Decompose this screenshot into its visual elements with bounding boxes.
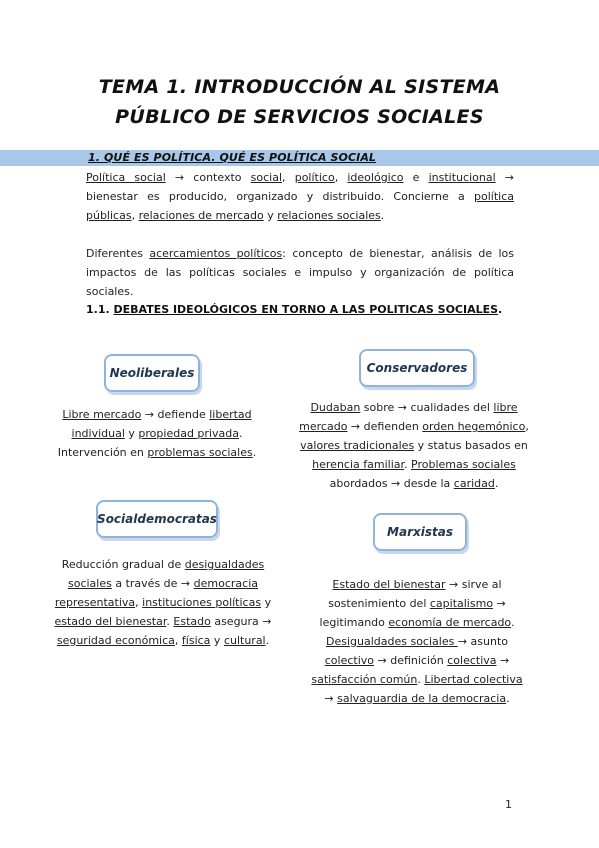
term: colectivo — [324, 654, 375, 667]
term: desigualdades sociales — [67, 558, 265, 590]
text: . — [252, 446, 257, 459]
text: . — [380, 209, 385, 222]
term: instituciones políticas — [142, 596, 262, 609]
text: . — [166, 615, 174, 628]
text: y — [261, 596, 272, 609]
term: Problemas sociales — [411, 458, 516, 471]
text: → definición — [374, 654, 448, 667]
term: satisfacción común — [311, 673, 418, 686]
term: capitalismo — [429, 597, 494, 610]
term: relaciones sociales — [277, 209, 381, 222]
text: . Intervención en — [57, 427, 243, 459]
text: . — [494, 477, 499, 490]
term: cultural — [223, 634, 266, 647]
text: . — [417, 673, 425, 686]
marxistas-text — [310, 575, 524, 708]
term: seguridad económica — [56, 634, 175, 647]
text: , — [282, 171, 295, 184]
term: física — [181, 634, 211, 647]
text: → sirve al sostenimiento del — [328, 578, 502, 610]
term: orden hegemónico — [422, 420, 526, 433]
subsection-number: 1.1. — [86, 303, 114, 316]
term: libertad individual — [71, 408, 252, 440]
term: salvaguardia de la democracia — [337, 692, 507, 705]
term: Libre mercado — [62, 408, 142, 421]
text: , — [525, 420, 529, 433]
term: democracia representativa — [54, 577, 258, 609]
text: : concepto de bienestar, análisis de los impactos de las políticas sociales e impulso y organización de política sociales. — [86, 247, 514, 298]
conservadores-text — [298, 398, 530, 493]
text: → asunto — [457, 635, 508, 648]
text: Diferentes — [86, 247, 150, 260]
socialdemocratas-text — [50, 555, 276, 650]
term: colectiva — [447, 654, 497, 667]
text: y — [124, 427, 139, 440]
approaches-paragraph — [86, 244, 514, 301]
text: , — [135, 596, 143, 609]
text: a través de → — [111, 577, 194, 590]
text: sobre → cualidades del — [360, 401, 494, 414]
term: propiedad privada — [138, 427, 239, 440]
term: social — [250, 171, 283, 184]
text: → — [496, 654, 510, 667]
text: asegura → — [210, 615, 272, 628]
neoliberales-text — [52, 405, 262, 462]
intro-paragraph — [86, 168, 514, 225]
term: problemas sociales — [147, 446, 253, 459]
text: → bienestar es producido, organizado y distribuido. Concierne a — [86, 171, 515, 203]
text: → legitimando — [319, 597, 506, 629]
neoliberales-label-box: Neoliberales — [104, 354, 200, 392]
text: e — [403, 171, 429, 184]
term: institucional — [428, 171, 496, 184]
document-title-line-2: PÚBLICO DE SERVICIOS SOCIALES — [115, 106, 484, 128]
conservadores-label-box: Conservadores — [359, 349, 475, 387]
text: . — [265, 634, 270, 647]
term: acercamientos políticos — [149, 247, 283, 260]
text: . — [510, 616, 515, 629]
subsection-title: DEBATES IDEOLÓGICOS EN TORNO A LAS POLITICAS SOCIALES — [113, 303, 499, 316]
text: . — [506, 692, 510, 705]
text: abordados → desde la — [329, 477, 454, 490]
term: relaciones de mercado — [138, 209, 264, 222]
text: Reducción gradual de — [61, 558, 185, 571]
term: Dudaban — [310, 401, 361, 414]
term: Libertad colectiva — [424, 673, 523, 686]
text: , — [334, 171, 348, 184]
section-heading: 1. QUÉ ES POLÍTICA. QUÉ ES POLÍTICA SOCIAL — [88, 151, 377, 164]
text: y status basados en — [414, 439, 528, 452]
text: y — [210, 634, 224, 647]
term: libre mercado — [299, 401, 518, 433]
text: → contexto — [165, 171, 251, 184]
term: estado del bienestar — [54, 615, 167, 628]
term: ideológico — [347, 171, 404, 184]
marxistas-label-box: Marxistas — [373, 513, 467, 551]
term: economía de mercado — [388, 616, 511, 629]
document-title-line-1: TEMA 1. INTRODUCCIÓN AL SISTEMA — [98, 76, 501, 98]
term: herencia familiar — [312, 458, 405, 471]
term: política públicas — [86, 190, 514, 222]
page-number: 1 — [505, 798, 512, 811]
text: y — [263, 209, 278, 222]
term: Política social — [86, 171, 166, 184]
text: → defiende — [141, 408, 210, 421]
subsection-heading — [86, 303, 502, 316]
text: . — [404, 458, 412, 471]
term: Estado del bienestar — [332, 578, 446, 591]
text: → defienden — [347, 420, 423, 433]
term: caridad — [453, 477, 495, 490]
term: político — [294, 171, 335, 184]
text: , — [131, 209, 139, 222]
term: Desigualdades sociales — [325, 635, 458, 648]
text: , — [174, 634, 182, 647]
socialdemocratas-label-box: Socialdemocratas — [96, 500, 218, 538]
text: → — [324, 692, 338, 705]
term: Estado — [173, 615, 211, 628]
term: valores tradicionales — [300, 439, 415, 452]
text: . — [498, 303, 503, 316]
